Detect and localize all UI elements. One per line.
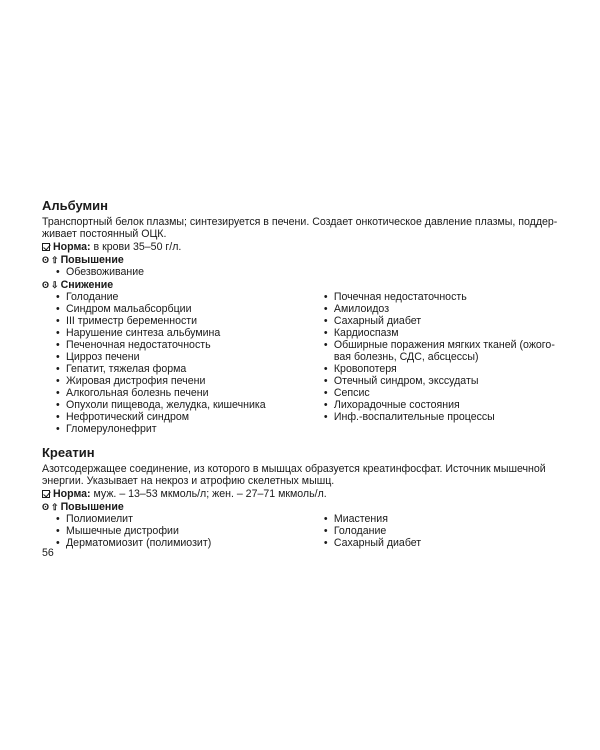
list-item: • Мышечные дистрофии [56,525,324,537]
albumin-increase-header [42,254,562,266]
creatine-description: Азотсодержащее соединение, из которого в мышцах образуется креатинфосфат. Источник мышечной энергии. Указывает на некроз и атрофию скелетных мышц. [42,463,546,487]
page-content [42,198,562,549]
list-item: • III триместр беременности [56,315,324,327]
creatine-increase-right [324,513,562,549]
list-item: • Голодание [56,291,324,303]
norma-value: в крови 35–50 г/л. [90,241,182,253]
list-item: • Полиомиелит [56,513,324,525]
creatine-norma [42,488,562,500]
list-item: • Инф.-воспалительные процессы [324,411,562,423]
list-item: • Миастения [324,513,562,525]
list-item: • Отечный синдром, экссудаты [324,375,562,387]
increase-label: Повышение [60,254,124,266]
up-arrow-icon: ⇧ [51,502,59,512]
list-item: • Печеночная недостаточность [56,339,324,351]
eye-icon: ʘ [42,502,50,512]
list-item: • Почечная недостаточность [324,291,562,303]
down-arrow-icon: ⇩ [51,280,59,290]
norma-value: муж. – 13–53 мкмоль/л; жен. – 27–71 мкмоль/л. [90,488,327,500]
list-item: • Лихорадочные состояния [324,399,562,411]
albumin-title: Альбумин [42,198,109,213]
albumin-norma [42,241,562,253]
list-item: • Алкогольная болезнь печени [56,387,324,399]
list-item: • Амилоидоз [324,303,562,315]
creatine-section [42,445,562,549]
albumin-decrease-header [42,279,562,291]
page-number: 56 [42,547,54,559]
creatine-title: Креатин [42,445,95,460]
list-item: • Сахарный диабет [324,537,562,549]
list-item: • Нарушение синтеза альбумина [56,327,324,339]
list-item: • Нефротический синдром [56,411,324,423]
albumin-increase-list [42,266,562,278]
albumin-decrease-right [324,291,562,435]
increase-label: Повышение [60,501,124,513]
list-item: • Кардиоспазм [324,327,562,339]
albumin-section [42,198,562,435]
list-item: • Гломерулонефрит [56,423,324,435]
list-item: • Синдром мальабсорбции [56,303,324,315]
creatine-increase-left [42,513,324,549]
list-item: • Гепатит, тяжелая форма [56,363,324,375]
albumin-decrease-left [42,291,324,435]
decrease-label: Снижение [60,279,114,291]
list-item: • Опухоли пищевода, желудка, кишечника [56,399,324,411]
eye-icon: ʘ [42,255,50,265]
norma-label: Норма: [53,241,91,253]
list-item: • Сепсис [324,387,562,399]
list-item: • Голодание [324,525,562,537]
creatine-increase-header [42,501,562,513]
list-item: • Цирроз печени [56,351,324,363]
albumin-decrease-lists [42,291,562,435]
creatine-increase-lists [42,513,562,549]
norma-label: Норма: [53,488,91,500]
checkbox-icon [42,490,50,498]
list-item: • Обезвоживание [56,266,326,278]
checkbox-icon [42,243,50,251]
list-item: • Обширные поражения мягких тканей (ожого-вая болезнь, СДС, абсцессы) [324,339,562,363]
list-item: • Сахарный диабет [324,315,562,327]
list-item: • Дерматомиозит (полимиозит) [56,537,324,549]
list-item: • Жировая дистрофия печени [56,375,324,387]
eye-icon: ʘ [42,280,50,290]
up-arrow-icon: ⇧ [51,255,59,265]
albumin-description: Транспортный белок плазмы; синтезируется в печени. Создает онкотическое давление плазмы, поддер-живает постоянный ОЦК. [42,216,558,240]
list-item: • Кровопотеря [324,363,562,375]
